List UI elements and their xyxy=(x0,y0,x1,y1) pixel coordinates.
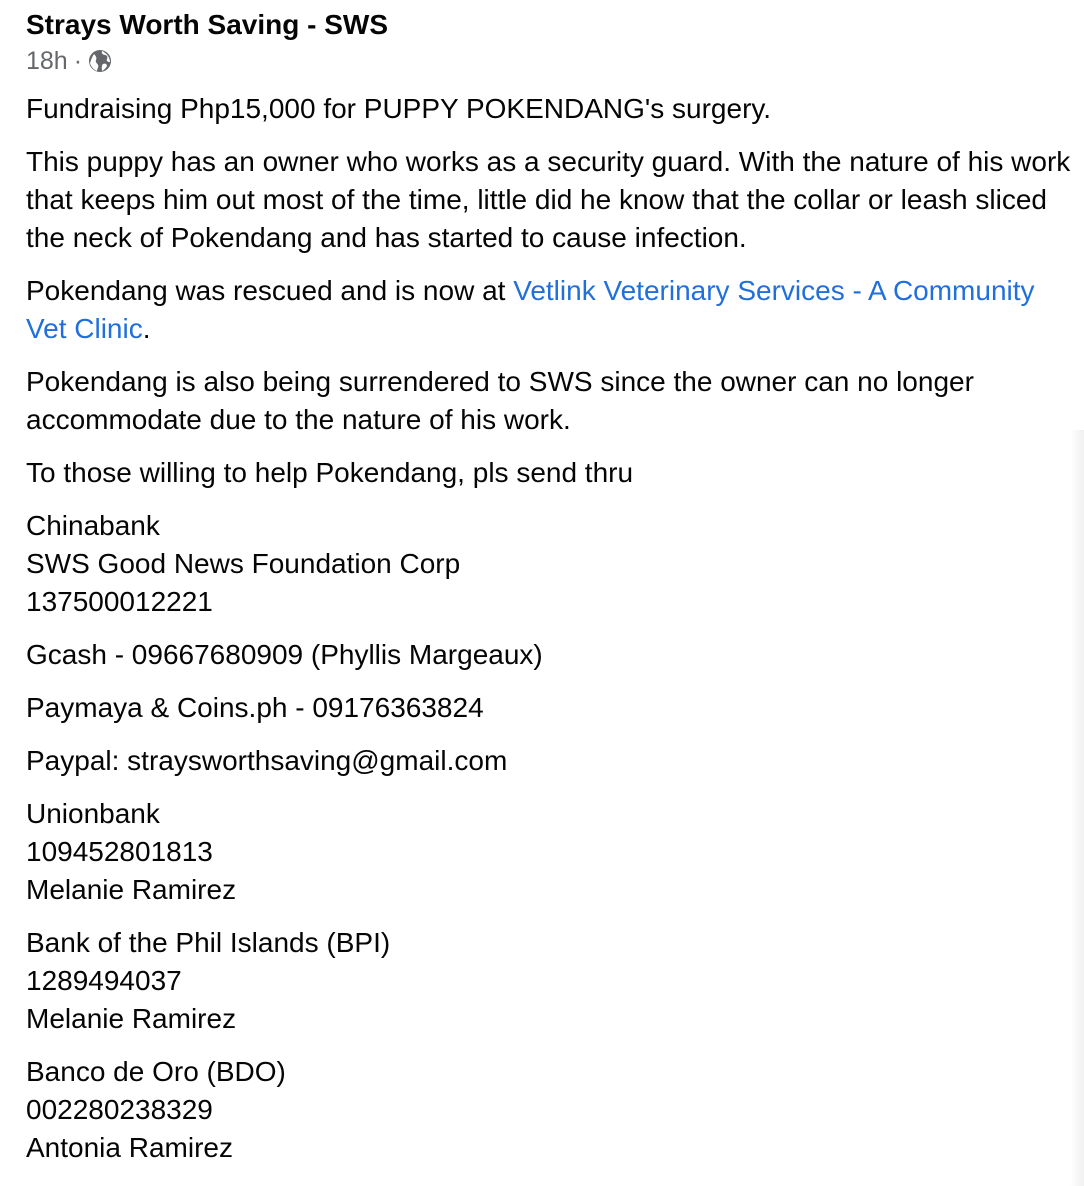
payment-chinabank xyxy=(26,507,1082,621)
facebook-post xyxy=(26,8,1082,1182)
payment-gcash: Gcash - 09667680909 (Phyllis Margeaux) xyxy=(26,639,543,670)
post-paragraph: Pokendang is also being surrendered to SWS since the owner can no longer accommodate due to the nature of his work. xyxy=(26,366,974,435)
account-number: 109452801813 xyxy=(26,836,213,867)
account-number: 137500012221 xyxy=(26,586,213,617)
post-paragraph: Fundraising Php15,000 for PUPPY POKENDANG's surgery. xyxy=(26,93,772,124)
account-name: SWS Good News Foundation Corp xyxy=(26,548,461,579)
post-body xyxy=(26,90,1082,1167)
meta-separator: · xyxy=(73,46,83,75)
paragraph-text: Pokendang was rescued and is now at xyxy=(26,275,514,306)
payment-bpi xyxy=(26,924,1082,1038)
payment-paymaya: Paymaya & Coins.ph - 09176363824 xyxy=(26,692,484,723)
post-paragraph: This puppy has an owner who works as a security guard. With the nature of his work that keeps him out most of the time, little did he know that the collar or leash sliced the neck of Pokendang and has started to cause infection. xyxy=(26,146,1071,253)
account-name: Melanie Ramirez xyxy=(26,874,237,905)
adjacent-panel-edge xyxy=(1070,430,1084,1186)
paragraph-text: . xyxy=(142,313,151,344)
post-author-name[interactable]: Strays Worth Saving - SWS xyxy=(26,9,388,40)
post-paragraph xyxy=(26,272,1082,348)
payment-unionbank xyxy=(26,795,1082,909)
payment-bdo xyxy=(26,1053,1082,1167)
globe-icon[interactable] xyxy=(88,49,112,73)
account-number: 1289494037 xyxy=(26,965,182,996)
bank-name: Bank of the Phil Islands (BPI) xyxy=(26,927,391,958)
bank-name: Banco de Oro (BDO) xyxy=(26,1056,286,1087)
account-name: Antonia Ramirez xyxy=(26,1132,233,1163)
account-name: Melanie Ramirez xyxy=(26,1003,237,1034)
account-number: 002280238329 xyxy=(26,1094,213,1125)
post-paragraph: To those willing to help Pokendang, pls send thru xyxy=(26,457,634,488)
post-timestamp[interactable]: 18h xyxy=(26,46,68,75)
bank-name: Chinabank xyxy=(26,510,160,541)
post-meta xyxy=(26,44,1082,78)
vetlink-page-link[interactable]: Vetlink Veterinary Services - A Community Vet Clinic xyxy=(26,275,1035,344)
bank-name: Unionbank xyxy=(26,798,160,829)
payment-paypal: Paypal: straysworthsaving@gmail.com xyxy=(26,745,508,776)
